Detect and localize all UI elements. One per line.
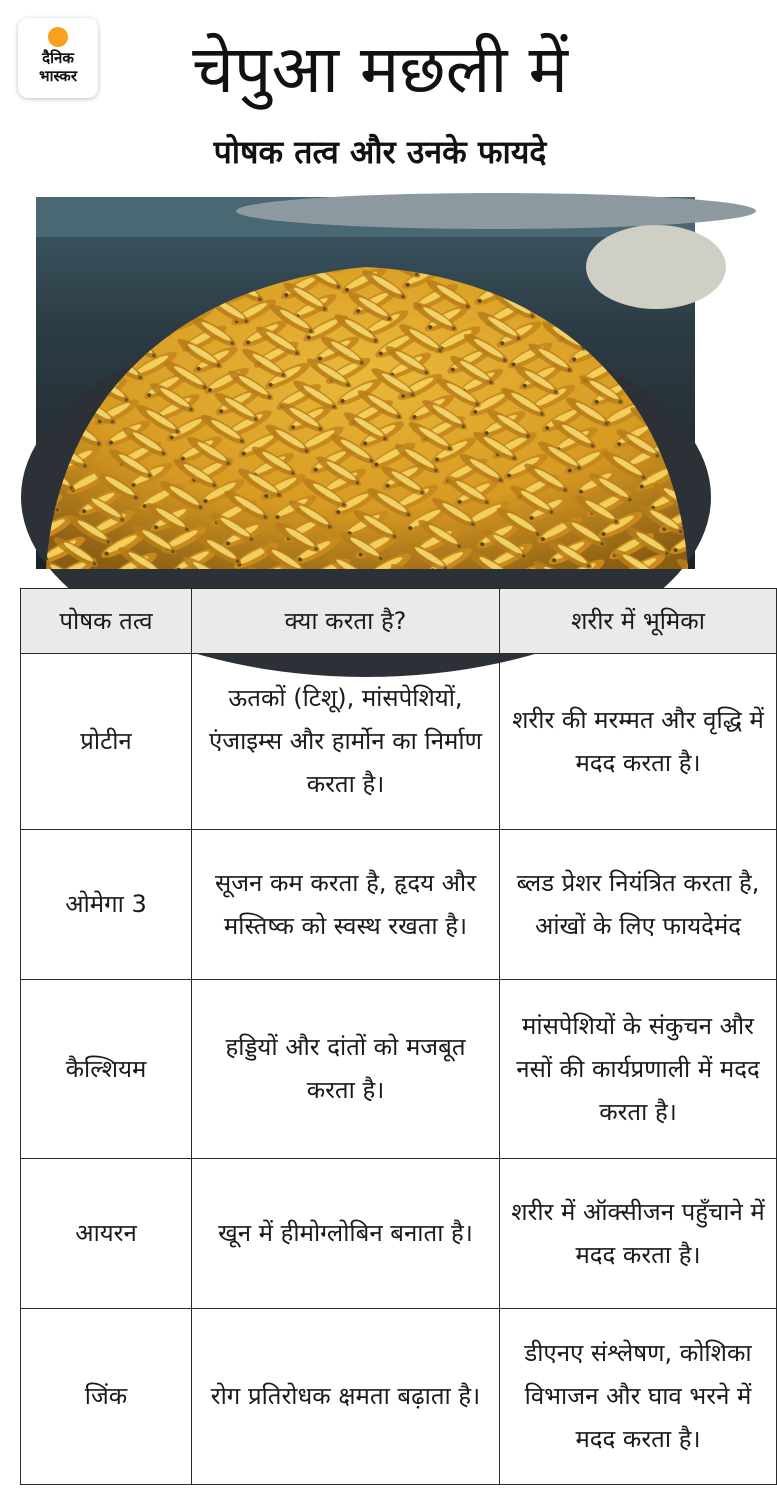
sun-icon [48,27,68,47]
nutrient-cell: प्रोटीन [21,654,192,830]
table-row [21,1309,777,1485]
logo-line-2: भास्कर [39,67,77,85]
table-row [21,1159,777,1309]
logo-line-1: दैनिक [42,49,74,67]
page-subtitle: पोषक तत्व और उनके फायदे [213,133,547,171]
header-role-in-body: शरीर में भूमिका [500,589,777,654]
nutrition-table [20,588,777,1485]
table-header-row [21,589,777,654]
function-cell: हड्डियों और दांतों को मजबूत करता है। [192,980,500,1159]
function-cell: रोग प्रतिरोधक क्षमता बढ़ाता है। [192,1309,500,1485]
nutrient-cell: आयरन [21,1159,192,1309]
dainik-bhaskar-logo [18,18,98,98]
nutrient-cell: कैल्शियम [21,980,192,1159]
fried-fish-illustration [36,197,695,569]
header-what-it-does: क्या करता है? [192,589,500,654]
role-cell: शरीर में ऑक्सीजन पहुँचाने में मदद करता है। [500,1159,777,1309]
nutrient-cell: जिंक [21,1309,192,1485]
function-cell: सूजन कम करता है, हृदय और मस्तिष्क को स्वस्थ रखता है। [192,830,500,980]
table-row [21,654,777,830]
function-cell: खून में हीमोग्लोबिन बनाता है। [192,1159,500,1309]
table-row [21,830,777,980]
role-cell: डीएनए संश्लेषण, कोशिका विभाजन और घाव भरने में मदद करता है। [500,1309,777,1485]
header-nutrient: पोषक तत्व [21,589,192,654]
function-cell: ऊतकों (टिशू), मांसपेशियों, एंजाइम्स और हार्मोन का निर्माण करता है। [192,654,500,830]
nutrient-cell: ओमेगा 3 [21,830,192,980]
fried-fish-photo [36,197,695,569]
table-row [21,980,777,1159]
role-cell: शरीर की मरम्मत और वृद्धि में मदद करता है। [500,654,777,830]
page-title: चेपुआ मछली में [192,31,568,108]
role-cell: ब्लड प्रेशर नियंत्रित करता है, आंखों के लिए फायदेमंद [500,830,777,980]
role-cell: मांसपेशियों के संकुचन और नसों की कार्यप्रणाली में मदद करता है। [500,980,777,1159]
